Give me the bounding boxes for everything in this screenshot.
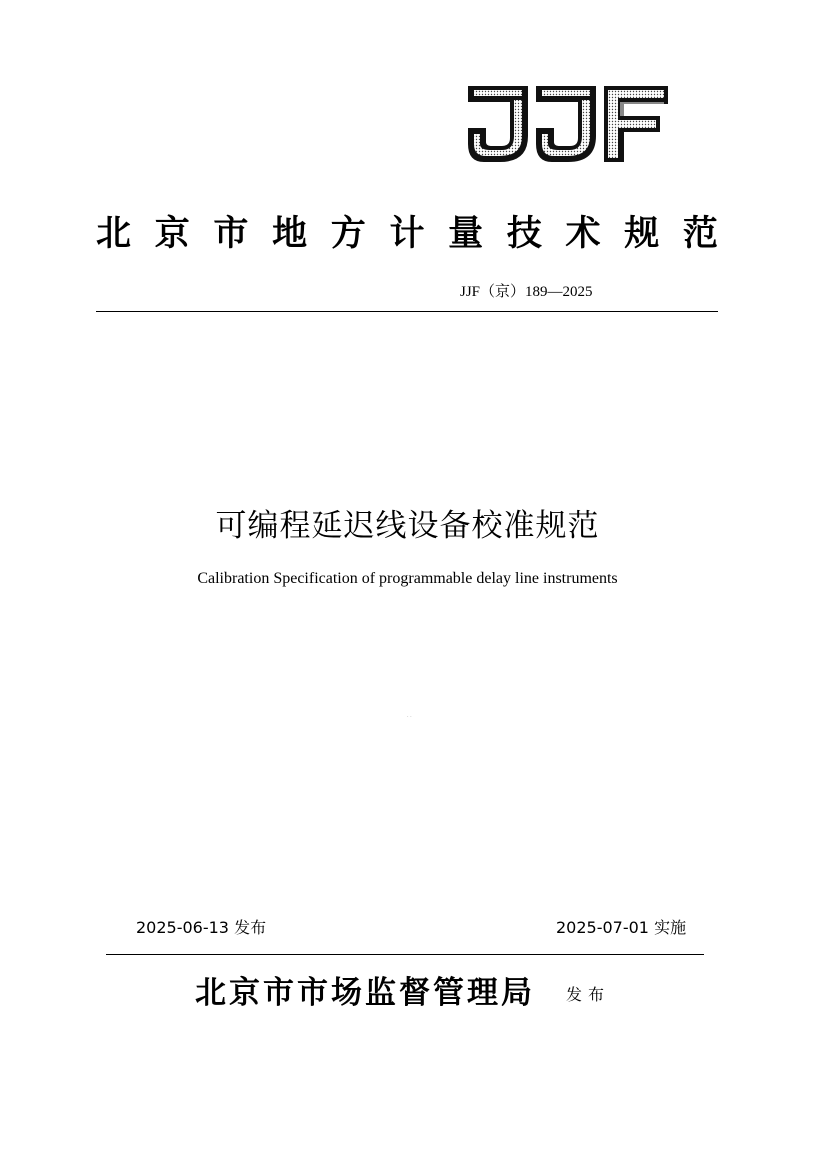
category-char: 技 xyxy=(506,213,542,254)
header-divider xyxy=(96,311,718,312)
category-char: 术 xyxy=(565,213,601,254)
publisher-suffix: 发布 xyxy=(566,985,611,1004)
category-char: 北 xyxy=(96,213,132,254)
publisher-name: 北京市市场监督管理局 xyxy=(195,975,535,1011)
effective-date: 2025-07-01 实施 xyxy=(556,918,687,937)
category-char: 计 xyxy=(389,213,425,254)
jjf-logo xyxy=(466,84,669,164)
category-char: 范 xyxy=(682,213,718,254)
category-char: 地 xyxy=(272,213,308,254)
document-title-zh: 可编程延迟线设备校准规范 xyxy=(215,508,600,544)
category-char: 规 xyxy=(624,213,660,254)
category-char: 方 xyxy=(330,213,366,254)
small-mark: · · xyxy=(407,714,412,720)
footer-divider xyxy=(106,954,704,955)
issue-date: 2025-06-13 发布 xyxy=(136,918,267,937)
standard-number: JJF（京）189—2025 xyxy=(460,284,593,300)
category-char: 量 xyxy=(448,213,484,254)
document-title-en: Calibration Specification of programmable delay line instruments xyxy=(197,570,618,587)
category-char: 京 xyxy=(154,213,190,254)
category-title xyxy=(96,208,718,260)
category-char: 市 xyxy=(213,213,249,254)
